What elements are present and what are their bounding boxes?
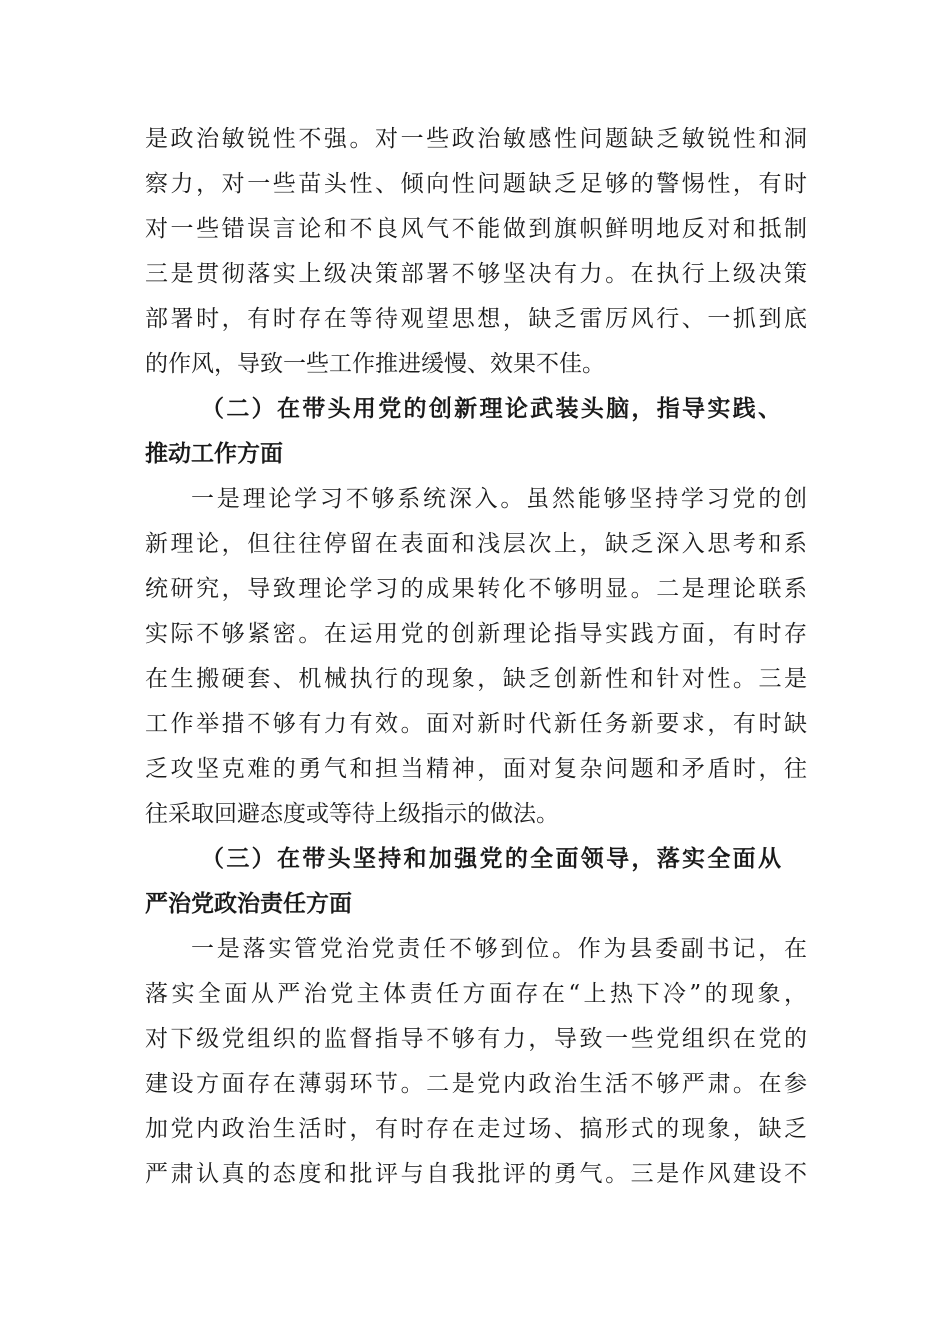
body-line: 工作举措不够有力有效。面对新时代新任务新要求，有时缺 [145,711,807,737]
body-line: 对下级党组织的监督指导不够有力，导致一些党组织在党的 [145,1026,807,1052]
section-heading: （二）在带头用党的创新理论武装头脑，指导实践、 [201,395,781,422]
body-line: 是政治敏锐性不强。对一些政治敏感性问题缺乏敏锐性和洞 [145,126,807,152]
body-line: 新理论，但往往停留在表面和浅层次上，缺乏深入思考和系 [145,531,807,557]
body-line: 落实全面从严治党主体责任方面存在“上热下冷”的现象， [145,981,807,1007]
body-line: 在生搬硬套、机械执行的现象，缺乏创新性和针对性。三是 [145,666,807,692]
body-line: 对一些错误言论和不良风气不能做到旗帜鲜明地反对和抵制 [145,216,807,242]
body-line: 加党内政治生活时，有时存在走过场、搞形式的现象，缺乏 [145,1116,807,1142]
body-line: 实际不够紧密。在运用党的创新理论指导实践方面，有时存 [145,621,807,647]
body-line: 三是贯彻落实上级决策部署不够坚决有力。在执行上级决策 [145,261,807,287]
body-line: 建设方面存在薄弱环节。二是党内政治生活不够严肃。在参 [145,1071,807,1097]
section-heading: 推动工作方面 [145,440,283,467]
body-line: 往采取回避态度或等待上级指示的做法。 [145,801,559,827]
body-line: 乏攻坚克难的勇气和担当精神，面对复杂问题和矛盾时，往 [145,756,807,782]
section-heading: （三）在带头坚持和加强党的全面领导，落实全面从 [201,845,781,872]
body-line: 统研究，导致理论学习的成果转化不够明显。二是理论联系 [145,576,807,602]
body-line: 察力，对一些苗头性、倾向性问题缺乏足够的警惕性，有时 [145,171,807,197]
section-heading: 严治党政治责任方面 [145,890,352,917]
body-line: 的作风，导致一些工作推进缓慢、效果不佳。 [145,351,605,377]
body-line: 严肃认真的态度和批评与自我批评的勇气。三是作风建设不 [145,1161,807,1187]
body-line: 部署时，有时存在等待观望思想，缺乏雷厉风行、一抓到底 [145,306,807,332]
body-line: 一是理论学习不够系统深入。虽然能够坚持学习党的创 [191,486,807,512]
body-line: 一是落实管党治党责任不够到位。作为县委副书记，在 [191,936,807,962]
